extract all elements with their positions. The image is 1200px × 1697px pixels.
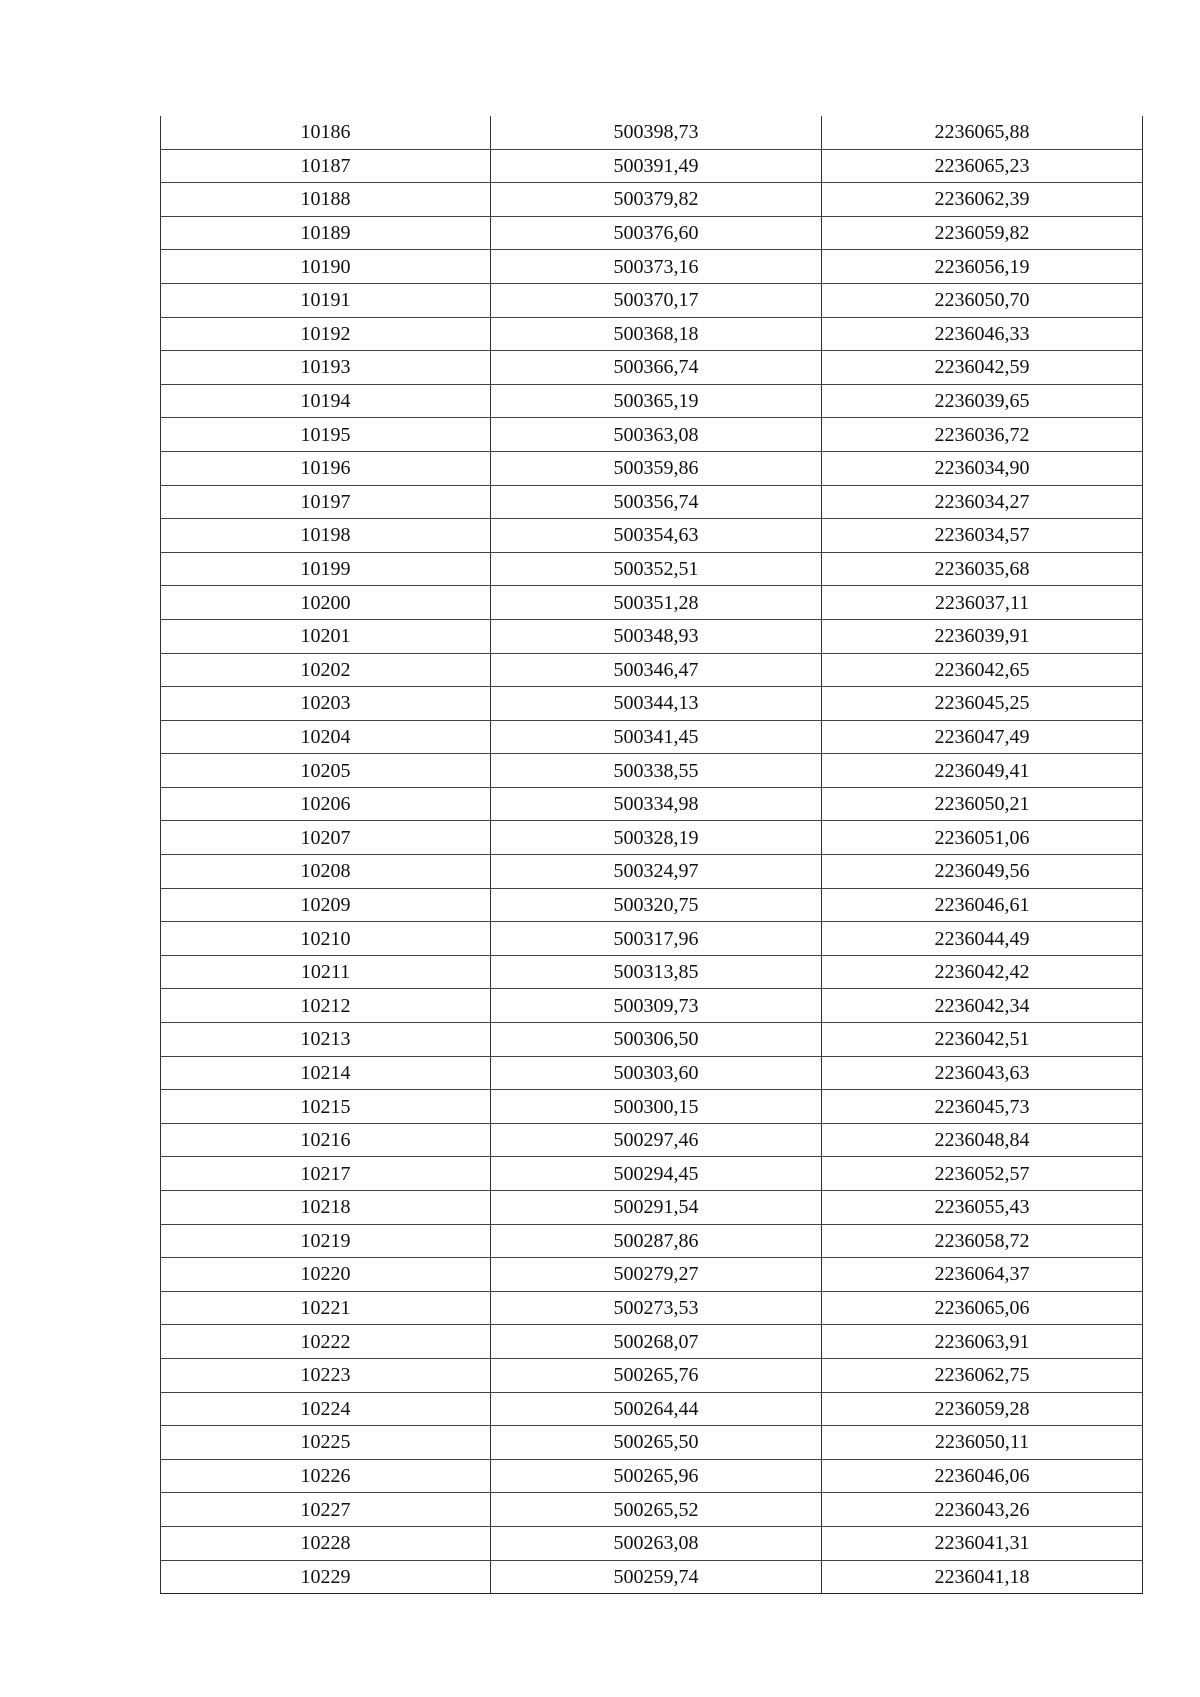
point-number-cell: 10222 [161,1325,491,1359]
x-coordinate-cell: 500265,50 [491,1426,822,1460]
point-number-cell: 10189 [161,216,491,250]
point-number-cell: 10219 [161,1224,491,1258]
point-number-cell: 10216 [161,1123,491,1157]
y-coordinate-cell: 2236065,88 [822,116,1143,149]
x-coordinate-cell: 500379,82 [491,183,822,217]
y-coordinate-cell: 2236049,56 [822,855,1143,889]
x-coordinate-cell: 500259,74 [491,1560,822,1594]
y-coordinate-cell: 2236035,68 [822,552,1143,586]
y-coordinate-cell: 2236043,63 [822,1056,1143,1090]
x-coordinate-cell: 500373,16 [491,250,822,284]
x-coordinate-cell: 500320,75 [491,888,822,922]
table-row [161,586,1143,620]
y-coordinate-cell: 2236058,72 [822,1224,1143,1258]
y-coordinate-cell: 2236037,11 [822,586,1143,620]
y-coordinate-cell: 2236063,91 [822,1325,1143,1359]
x-coordinate-cell: 500297,46 [491,1123,822,1157]
x-coordinate-cell: 500348,93 [491,619,822,653]
x-coordinate-cell: 500279,27 [491,1258,822,1292]
table-row [161,1090,1143,1124]
table-row [161,955,1143,989]
point-number-cell: 10206 [161,787,491,821]
table-row [161,116,1143,149]
table-row [161,384,1143,418]
table-row [161,787,1143,821]
y-coordinate-cell: 2236050,21 [822,787,1143,821]
x-coordinate-cell: 500268,07 [491,1325,822,1359]
y-coordinate-cell: 2236052,57 [822,1157,1143,1191]
point-number-cell: 10194 [161,384,491,418]
point-number-cell: 10203 [161,687,491,721]
y-coordinate-cell: 2236042,51 [822,1023,1143,1057]
point-number-cell: 10210 [161,922,491,956]
y-coordinate-cell: 2236046,61 [822,888,1143,922]
table-row [161,1426,1143,1460]
y-coordinate-cell: 2236059,28 [822,1392,1143,1426]
point-number-cell: 10225 [161,1426,491,1460]
y-coordinate-cell: 2236042,42 [822,955,1143,989]
point-number-cell: 10190 [161,250,491,284]
table-row [161,1157,1143,1191]
table-row [161,653,1143,687]
point-number-cell: 10193 [161,351,491,385]
table-row [161,183,1143,217]
y-coordinate-cell: 2236039,65 [822,384,1143,418]
table-row [161,720,1143,754]
point-number-cell: 10209 [161,888,491,922]
point-number-cell: 10207 [161,821,491,855]
x-coordinate-cell: 500354,63 [491,519,822,553]
point-number-cell: 10208 [161,855,491,889]
table-row [161,351,1143,385]
table-row [161,888,1143,922]
y-coordinate-cell: 2236050,11 [822,1426,1143,1460]
x-coordinate-cell: 500368,18 [491,317,822,351]
y-coordinate-cell: 2236048,84 [822,1123,1143,1157]
table-row [161,1023,1143,1057]
coordinates-table-body [161,116,1143,1594]
y-coordinate-cell: 2236034,27 [822,485,1143,519]
x-coordinate-cell: 500328,19 [491,821,822,855]
table-row [161,317,1143,351]
point-number-cell: 10218 [161,1191,491,1225]
table-row [161,821,1143,855]
y-coordinate-cell: 2236056,19 [822,250,1143,284]
x-coordinate-cell: 500363,08 [491,418,822,452]
y-coordinate-cell: 2236042,59 [822,351,1143,385]
x-coordinate-cell: 500338,55 [491,754,822,788]
table-row [161,619,1143,653]
y-coordinate-cell: 2236045,73 [822,1090,1143,1124]
y-coordinate-cell: 2236065,06 [822,1291,1143,1325]
y-coordinate-cell: 2236051,06 [822,821,1143,855]
x-coordinate-cell: 500263,08 [491,1526,822,1560]
y-coordinate-cell: 2236034,90 [822,451,1143,485]
point-number-cell: 10192 [161,317,491,351]
point-number-cell: 10187 [161,149,491,183]
point-number-cell: 10201 [161,619,491,653]
point-number-cell: 10199 [161,552,491,586]
y-coordinate-cell: 2236064,37 [822,1258,1143,1292]
table-row [161,1191,1143,1225]
x-coordinate-cell: 500352,51 [491,552,822,586]
x-coordinate-cell: 500265,76 [491,1358,822,1392]
x-coordinate-cell: 500341,45 [491,720,822,754]
y-coordinate-cell: 2236043,26 [822,1493,1143,1527]
table-row [161,519,1143,553]
table-row [161,485,1143,519]
coordinates-table [160,116,1143,1594]
table-row [161,418,1143,452]
y-coordinate-cell: 2236046,06 [822,1459,1143,1493]
y-coordinate-cell: 2236034,57 [822,519,1143,553]
x-coordinate-cell: 500317,96 [491,922,822,956]
point-number-cell: 10197 [161,485,491,519]
point-number-cell: 10211 [161,955,491,989]
table-row [161,1123,1143,1157]
table-row [161,1493,1143,1527]
table-row [161,1056,1143,1090]
table-row [161,1392,1143,1426]
point-number-cell: 10212 [161,989,491,1023]
point-number-cell: 10224 [161,1392,491,1426]
y-coordinate-cell: 2236047,49 [822,720,1143,754]
x-coordinate-cell: 500344,13 [491,687,822,721]
x-coordinate-cell: 500287,86 [491,1224,822,1258]
point-number-cell: 10188 [161,183,491,217]
y-coordinate-cell: 2236045,25 [822,687,1143,721]
x-coordinate-cell: 500398,73 [491,116,822,149]
table-row [161,1459,1143,1493]
x-coordinate-cell: 500365,19 [491,384,822,418]
point-number-cell: 10214 [161,1056,491,1090]
table-row [161,989,1143,1023]
point-number-cell: 10205 [161,754,491,788]
x-coordinate-cell: 500273,53 [491,1291,822,1325]
table-row [161,754,1143,788]
x-coordinate-cell: 500359,86 [491,451,822,485]
point-number-cell: 10223 [161,1358,491,1392]
table-row [161,1358,1143,1392]
x-coordinate-cell: 500376,60 [491,216,822,250]
x-coordinate-cell: 500264,44 [491,1392,822,1426]
x-coordinate-cell: 500306,50 [491,1023,822,1057]
point-number-cell: 10186 [161,116,491,149]
point-number-cell: 10195 [161,418,491,452]
x-coordinate-cell: 500303,60 [491,1056,822,1090]
x-coordinate-cell: 500265,96 [491,1459,822,1493]
x-coordinate-cell: 500391,49 [491,149,822,183]
point-number-cell: 10221 [161,1291,491,1325]
table-row [161,250,1143,284]
table-row [161,687,1143,721]
point-number-cell: 10227 [161,1493,491,1527]
point-number-cell: 10215 [161,1090,491,1124]
x-coordinate-cell: 500346,47 [491,653,822,687]
point-number-cell: 10196 [161,451,491,485]
x-coordinate-cell: 500370,17 [491,283,822,317]
table-row [161,1291,1143,1325]
y-coordinate-cell: 2236039,91 [822,619,1143,653]
x-coordinate-cell: 500351,28 [491,586,822,620]
table-row [161,216,1143,250]
y-coordinate-cell: 2236042,65 [822,653,1143,687]
table-row [161,1325,1143,1359]
table-row [161,283,1143,317]
point-number-cell: 10204 [161,720,491,754]
x-coordinate-cell: 500366,74 [491,351,822,385]
x-coordinate-cell: 500313,85 [491,955,822,989]
y-coordinate-cell: 2236059,82 [822,216,1143,250]
table-row [161,855,1143,889]
x-coordinate-cell: 500334,98 [491,787,822,821]
y-coordinate-cell: 2236062,75 [822,1358,1143,1392]
y-coordinate-cell: 2236044,49 [822,922,1143,956]
point-number-cell: 10202 [161,653,491,687]
x-coordinate-cell: 500265,52 [491,1493,822,1527]
point-number-cell: 10220 [161,1258,491,1292]
point-number-cell: 10229 [161,1560,491,1594]
table-row [161,1224,1143,1258]
x-coordinate-cell: 500291,54 [491,1191,822,1225]
point-number-cell: 10228 [161,1526,491,1560]
point-number-cell: 10191 [161,283,491,317]
y-coordinate-cell: 2236041,31 [822,1526,1143,1560]
y-coordinate-cell: 2236042,34 [822,989,1143,1023]
y-coordinate-cell: 2236062,39 [822,183,1143,217]
point-number-cell: 10226 [161,1459,491,1493]
y-coordinate-cell: 2236050,70 [822,283,1143,317]
y-coordinate-cell: 2236065,23 [822,149,1143,183]
point-number-cell: 10200 [161,586,491,620]
y-coordinate-cell: 2236046,33 [822,317,1143,351]
point-number-cell: 10198 [161,519,491,553]
y-coordinate-cell: 2236041,18 [822,1560,1143,1594]
point-number-cell: 10217 [161,1157,491,1191]
table-row [161,922,1143,956]
x-coordinate-cell: 500309,73 [491,989,822,1023]
y-coordinate-cell: 2236049,41 [822,754,1143,788]
x-coordinate-cell: 500356,74 [491,485,822,519]
table-row [161,149,1143,183]
table-row [161,451,1143,485]
x-coordinate-cell: 500324,97 [491,855,822,889]
y-coordinate-cell: 2236036,72 [822,418,1143,452]
table-row [161,1526,1143,1560]
table-row [161,552,1143,586]
point-number-cell: 10213 [161,1023,491,1057]
y-coordinate-cell: 2236055,43 [822,1191,1143,1225]
table-row [161,1560,1143,1594]
x-coordinate-cell: 500300,15 [491,1090,822,1124]
x-coordinate-cell: 500294,45 [491,1157,822,1191]
table-row [161,1258,1143,1292]
